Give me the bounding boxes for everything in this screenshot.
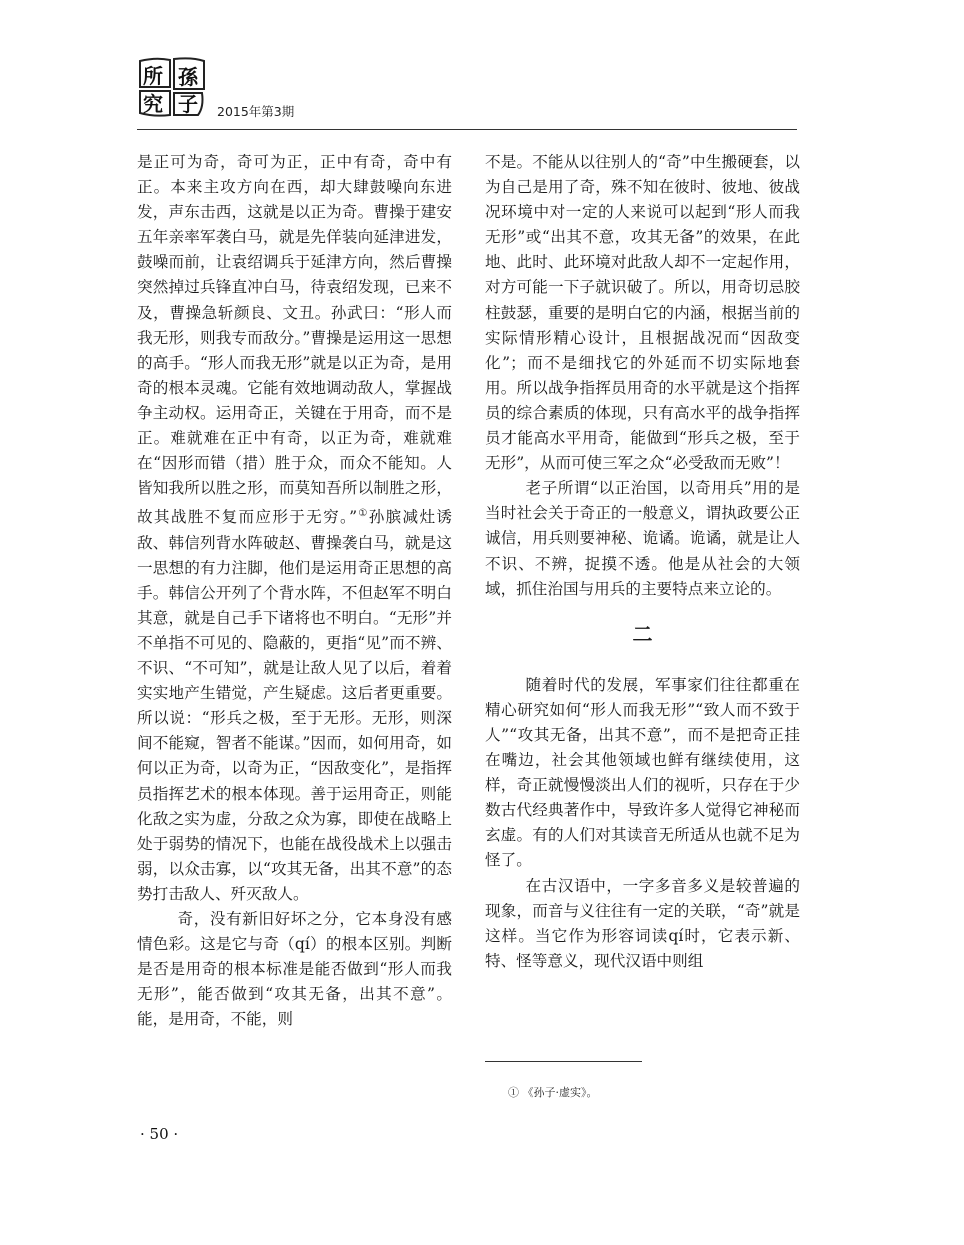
paragraph: 随着时代的发展，军事家们往往都重在精心研究如何“形人而我无形”“致人而不致于人”“攻其无备，出其不意”，而不是把奇正挂在嘴边，社会其他领域也鲜有继续使用，这样，奇正就慢慢淡出人们的视听，只存在于少数古代经典著作中，导致许多人觉得它神秘而玄虚。有的人们对其读音无所适从也就不足为怪了。 [485,675,800,870]
svg-text:所: 所 [143,64,163,88]
journal-logo-graphic [136,55,208,119]
paragraph: 不是。不能从以往别人的“奇”中生搬硬套，以为自己是用了奇，殊不知在彼时、彼地、彼战况环境中对一定的人来说可以起到“形人而我无形”或“出其不意，攻其无备”的效果，在此地、此时、此环境对此敌人却不一定起作用，对方可能一下子就识破了。所以，用奇切忌胶柱鼓瑟，重要的是明白它的内涵，根据当前的实际情形精心设计，且根据战况而“因敌变化”；而不是细找它的外延而不切实际地套用。所以战争指挥员用奇的水平就是这个指挥员的综合素质的体现，只有高水平的战争指挥员才能高水平用奇，能做到“形兵之极，至于无形”，从而可使三军之众“必受敌而无败”！ [485,153,800,473]
footnote-rule [485,1061,642,1062]
page-number: · 50 · [140,1125,179,1143]
section-number: 二 [632,621,653,646]
paragraph: 老子所谓“以正治国，以奇用兵”用的是当时社会关于奇正的一般意义，谓执政要公正诚信，用兵则要神秘、诡谲。诡谲，就是让人不识、不辨，捉摸不透。他是从社会的大领域，抓住治国与用兵的主要特点来立论的。 [485,479,800,598]
svg-text:孫: 孫 [178,65,198,89]
footnote-marker: ① [357,508,369,520]
right-column [485,150,800,974]
svg-text:子: 子 [178,92,198,116]
header-rule [137,129,797,130]
left-column [137,150,452,1032]
journal-logo [136,55,208,119]
paragraph: 在古汉语中，一字多音多义是较普遍的现象，而音与义往往有一定的关联，“奇”就是这样。当它作为形容词读qí时，它表示新、特、怪等意义，现代汉语中则组 [485,876,800,970]
footnote: ① 《孙子·虚实》。 [508,1086,598,1099]
issue-label: 2015年第3期 [217,104,295,119]
paragraph: 奇，没有新旧好坏之分，它本身没有感情色彩。这是它与奇（qí）的根本区别。判断是否是用奇的根本标准是能否做到“形人而我无形”，能否做到“攻其无备，出其不意”。能，是用奇，不能，则 [137,910,452,1029]
svg-text:究: 究 [143,92,163,116]
paragraph: 是正可为奇，奇可为正，正中有奇，奇中有正。本来主攻方向在西，却大肆鼓噪向东进发，声东击西，这就是以正为奇。曹操于建安五年亲率军袭白马，就是先佯装向延津进发，鼓噪而前，让袁绍调兵于延津方向，然后曹操突然掉过兵锋直冲白马，待袁绍发现，已来不及，曹操急斩颜良、文丑。孙武曰：“形人而我无形，则我专而敌分。”曹操是运用这一思想的高手。“形人而我无形”就是以正为奇，是用奇的根本灵魂。它能有效地调动敌人，掌握战争主动权。运用奇正，关键在于用奇，而不是正。难就难在正中有奇，以正为奇，难就难在“因形而错（措）胜于众，而众不能知。人皆知我所以胜之形，而莫知吾所以制胜之形，故其战胜不复而应形于无穷。”①孙膑减灶诱敌、韩信列背水阵破赵、曹操袭白马，就是这一思想的有力注脚，他们是运用奇正思想的高手。韩信公开列了个背水阵，不但赵军不明白其意，就是自己手下诸将也不明白。“无形”并不单指不可见的、隐蔽的，更指“见”而不辨、不识、“不可知”，就是让敌人见了以后，着着实实地产生错觉，产生疑虑。这后者更重要。所以说：“形兵之极，至于无形。无形，则深间不能窥，智者不能谋。”因而，如何用奇，如何以正为奇，以奇为正，“因敌变化”，是指挥员指挥艺术的根本体现。善于运用奇正，则能化敌之实为虚，分敌之众为寡，即使在战略上处于弱势的情况下，也能在战役战术上以强击弱，以众击寡，以“攻其无备，出其不意”的态势打击敌人、歼灭敌人。 [137,153,452,903]
